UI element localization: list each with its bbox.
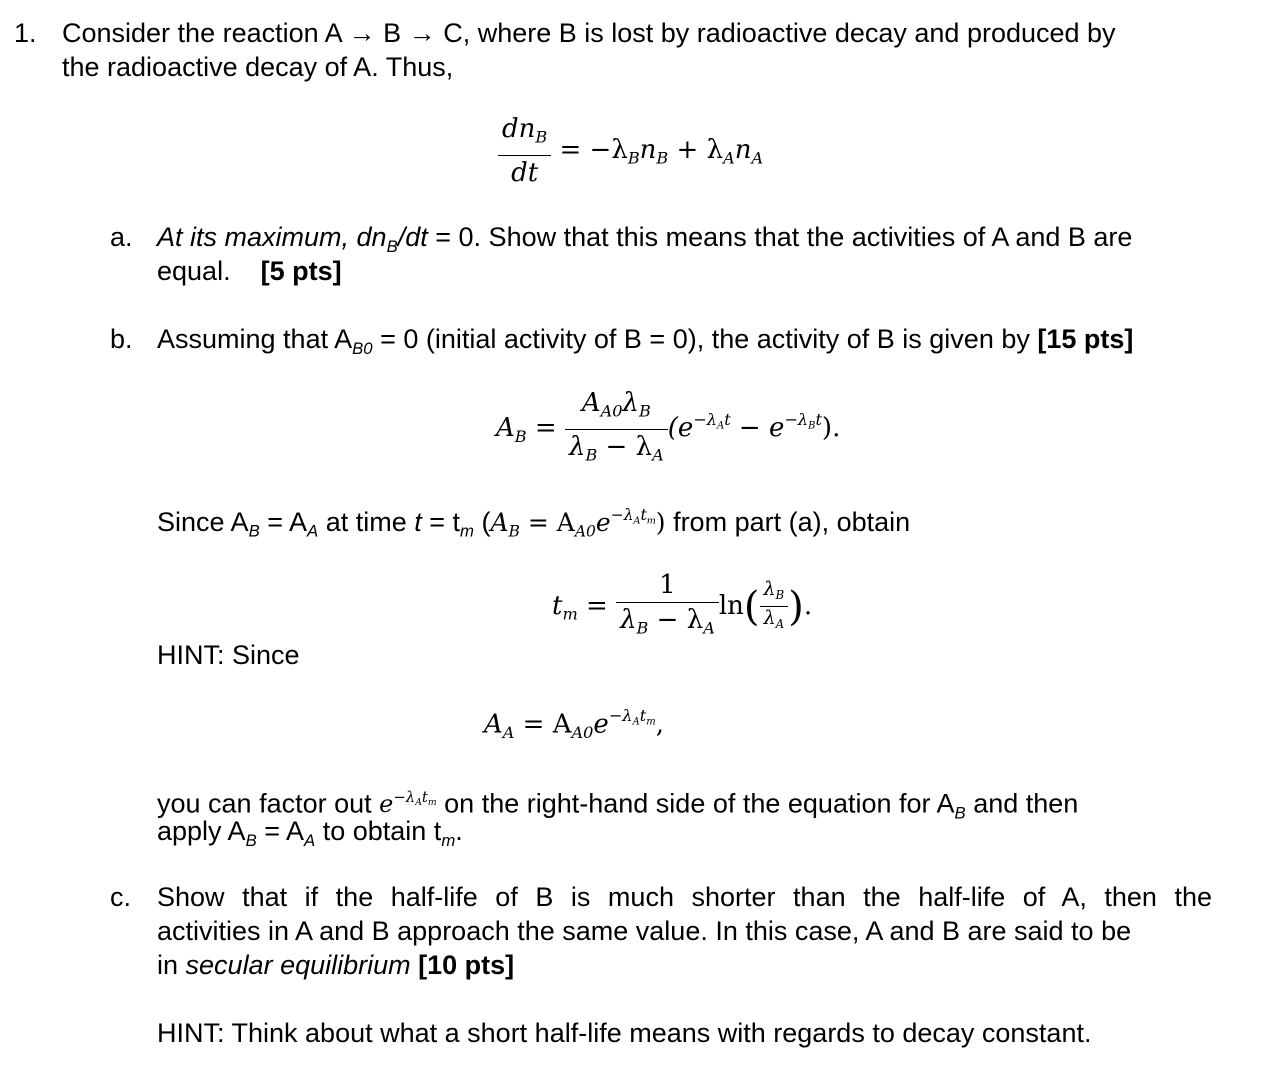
part-c-line-3-pre: in <box>157 950 186 980</box>
part-c-line-1 <box>157 880 1212 914</box>
since-tail: from part (a), obtain <box>665 506 911 537</box>
part-b-line-1 <box>157 322 1133 366</box>
factor-e: e <box>379 790 394 819</box>
problem-intro-line-2: the radioactive decay of A. Thus, <box>62 52 454 82</box>
after-hint-1-end: and then <box>965 788 1079 819</box>
since-w5: = t <box>421 506 461 537</box>
inline-sup-tsub: m <box>646 515 656 527</box>
eq3-left-paren: ( <box>743 583 760 630</box>
since-s5: m <box>460 521 474 541</box>
since-w3: at time <box>318 506 415 537</box>
eq2-den-sub1: B <box>585 445 598 465</box>
eq2-minus-e: − e <box>730 413 785 444</box>
problem-number: 1. <box>14 18 37 48</box>
part-a-text-mid: /dt <box>397 222 428 252</box>
after-hint-2-sub1: B <box>245 830 257 850</box>
inline-sup-t: t <box>640 506 647 524</box>
equation-activity-a <box>484 706 664 742</box>
after-hint-2-end: . <box>455 816 463 846</box>
eq2-sup2-t: t <box>815 409 822 429</box>
since-line <box>157 498 910 549</box>
part-c-line-3 <box>157 948 514 982</box>
since-w2: = A <box>259 506 308 537</box>
eq3-end: . <box>803 590 813 621</box>
part-b-label: b. <box>110 324 133 354</box>
eq3-inner-fraction <box>760 578 789 635</box>
part-a-text-sub: B <box>386 236 398 256</box>
equation-tm <box>552 568 812 646</box>
inline-e: e <box>595 507 611 537</box>
after-hint-2-mid: = A <box>256 816 305 846</box>
fraction-dnb-dt <box>498 112 551 190</box>
part-a-text-post: = 0. Show that this means that the activities of A and B are <box>427 222 1133 252</box>
part-b-text-pre: Assuming that A <box>157 324 353 354</box>
eq2-num-lambda-sub: B <box>638 401 651 421</box>
eq3-equals: = <box>586 590 608 621</box>
after-hint-1-pre: you can factor out <box>157 788 380 819</box>
eq2-num-lambda: λ <box>622 388 639 418</box>
eq1-rhs-sub4: A <box>751 148 764 168</box>
eq3-ln: ln <box>718 590 744 621</box>
part-a-text-pre: At its maximum, dn <box>157 222 387 252</box>
eq3-lhs: t <box>552 590 563 621</box>
eq3-inner-den-sub: A <box>775 617 785 632</box>
eq2-num-a: A <box>581 388 601 418</box>
inline-a-sub: B <box>508 522 520 541</box>
eq1-rhs-sub3: A <box>723 148 735 168</box>
eq2-den-sub2: A <box>652 445 664 465</box>
part-c-secular-equilibrium: secular equilibrium <box>185 950 411 980</box>
inline-sup: −λ <box>610 506 634 524</box>
eq2-paren-e: (e <box>667 413 694 444</box>
after-hint-1-sub: B <box>954 803 966 823</box>
inline-sup-sub: A <box>633 515 641 527</box>
part-c-points: [10 pts] <box>418 950 515 980</box>
eq2-sup2-sub: B <box>808 420 816 432</box>
eq3-fraction <box>616 568 719 646</box>
equation-activity-b <box>496 386 840 472</box>
eq4-end: , <box>655 709 664 740</box>
after-hint-2-sub2: A <box>304 830 316 850</box>
part-a-points: [5 pts] <box>260 256 342 286</box>
part-c-label: c. <box>110 882 132 912</box>
part-b-text-post: = 0 (initial activity of B = 0), the activity of B is given by <box>372 324 1038 354</box>
eq2-lhs-sub: B <box>514 426 527 446</box>
eq1-rhs-plus: + λ <box>668 134 724 165</box>
hint-since-label: HINT: Since <box>157 640 300 670</box>
since-t: t <box>414 506 422 537</box>
eq4-lhs: A <box>484 709 503 740</box>
eq2-fraction <box>565 386 668 472</box>
eq4-eq: = A <box>514 709 572 740</box>
eq3-inner-den: λ <box>763 607 776 630</box>
eq3-inner-num: λ <box>763 578 776 601</box>
eq4-sub2: A0 <box>571 722 594 742</box>
after-hint-line-2 <box>157 814 463 858</box>
since-s1: B <box>248 521 260 541</box>
eq4-lhs-sub: A <box>502 722 515 742</box>
eq3-den-minus: − λ <box>648 605 704 635</box>
factor-sup-t: t <box>421 788 428 806</box>
after-hint-2-sub3: m <box>441 830 456 850</box>
eq1-rhs-n2: n <box>734 134 752 165</box>
eq2-den-minus: − λ <box>597 431 653 462</box>
part-a-label: a. <box>110 222 133 252</box>
eq1-rhs-sub2: B <box>656 148 669 168</box>
eq3-numerator: 1 <box>616 568 719 603</box>
eq3-den-lambda: λ <box>620 605 637 635</box>
factor-sup: −λ <box>393 788 416 806</box>
eq4-e: e <box>593 709 609 740</box>
after-hint-2-pre: apply A <box>157 816 246 846</box>
eq4-sup: −λ <box>608 706 633 725</box>
eq3-den-sub1: B <box>636 618 649 638</box>
part-a-equal: equal. <box>157 256 231 286</box>
since-w1: Since A <box>157 506 249 537</box>
eq2-lhs: A <box>496 413 515 444</box>
after-hint-2-post: to obtain t <box>315 816 442 846</box>
eq1-rhs-sub1: B <box>627 148 640 168</box>
part-a-line-2 <box>157 254 342 288</box>
eq2-num-a-sub: A0 <box>600 401 623 421</box>
part-b-points: [15 pts] <box>1037 324 1134 354</box>
eq2-sup2: −λ <box>784 409 809 429</box>
eq2-equals: = <box>534 413 557 444</box>
factor-sup-sub: A <box>415 797 422 809</box>
eq1-rhs-start: = −λ <box>559 134 628 165</box>
eq1-numerator-sub: B <box>535 127 548 147</box>
inline-a0-sub: A0 <box>574 522 596 541</box>
since-inline-equation <box>490 506 666 541</box>
equation-dnb-dt <box>498 112 763 190</box>
part-c-line-1-text: Show that if the half-life of B is much shorter than the half-life of A, then the <box>157 882 1212 912</box>
part-b-text-sub: B0 <box>352 338 373 358</box>
eq1-numerator: dn <box>502 114 536 144</box>
inline-eq: = A <box>519 507 575 537</box>
eq4-sup-tsub: m <box>646 716 656 728</box>
eq2-sup1: −λ <box>693 409 717 429</box>
eq2-sup1-t: t <box>724 409 731 429</box>
after-hint-1-post: on the right-hand side of the equation for A <box>436 788 955 819</box>
part-c-line-2: activities in A and B approach the same value. In this case, A and B are said to be <box>157 916 1132 946</box>
factor-sup-tsub: m <box>427 797 437 809</box>
eq1-rhs-n: n <box>639 134 657 165</box>
since-open-paren: ( <box>473 506 491 537</box>
eq3-inner-num-sub: B <box>775 588 785 603</box>
eq2-den-lambda: λ <box>568 431 586 462</box>
inline-close: ) <box>655 507 666 537</box>
eq1-denominator: dt <box>511 157 539 188</box>
eq4-sup-sub: A <box>632 716 640 728</box>
inline-a: A <box>490 507 509 537</box>
eq4-sup-t: t <box>639 706 647 725</box>
eq2-sup1-sub: A <box>716 420 725 432</box>
since-s2: A <box>307 521 319 541</box>
eq3-right-paren: ) <box>788 583 804 630</box>
eq3-den-sub2: A <box>703 618 715 638</box>
eq3-lhs-sub: m <box>562 604 578 624</box>
part-c-hint: HINT: Think about what a short half-life means with regards to decay constant. <box>157 1018 1092 1048</box>
problem-intro-line-1: Consider the reaction A → B → C, where B is lost by radioactive decay and produced by <box>62 18 1116 48</box>
eq2-close: ). <box>821 413 841 444</box>
